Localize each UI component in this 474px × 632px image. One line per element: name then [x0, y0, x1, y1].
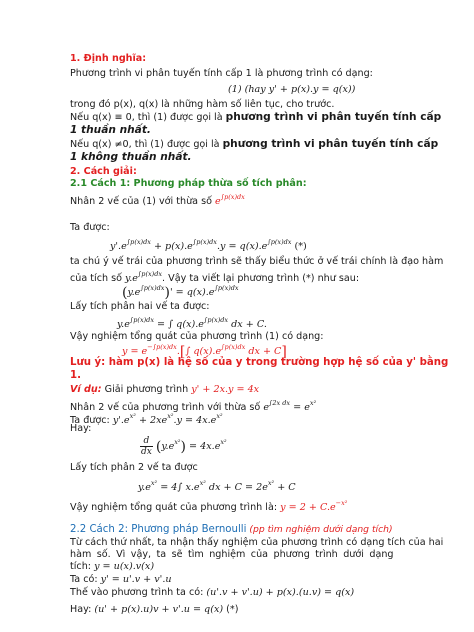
note-line-2: 1. [70, 370, 81, 381]
s22-substituted-equation: (u'.v + v'.u) + p(x).(u.v) = q(x) [206, 587, 355, 598]
s21-equation-1: $y'.e^{\int p(x)dx} + p(x).e^{\int p(x)dx}.y = q(x).e^{\int p(x)dx}$ (*) [110, 238, 307, 252]
s22-paragraph-6 [70, 604, 238, 616]
s21-paragraph-1 [70, 191, 245, 208]
s22-paragraph-5 [70, 587, 354, 599]
s22-title-note: (pp tìm nghiệm dưới dạng tích) [246, 524, 393, 535]
s22-title-text: 2.2 Cách 2: Phương pháp Bernoulli [70, 524, 247, 535]
s22-paragraph-2: hàm số. Vì vậy, ta sẽ tìm nghiệm của phương trình dưới dạng [70, 549, 394, 560]
s21-p4-text-end: . Vậy ta viết lại phương trình (*) như sau: [162, 273, 360, 284]
s21-equation-3: $y.e^{\int p(x)dx}$ = ∫ $q(x).e^{\int p(x)dx}$ dx + C. [117, 316, 267, 330]
example-label: Ví dụ: [70, 384, 102, 395]
section-2-title: 2. Cách giải: [70, 166, 137, 177]
example-line-3 [70, 410, 223, 427]
s1-paragraph-3 [70, 111, 441, 124]
example-equation-5: $y = 2 + C.e^{-x^2}$ [280, 499, 348, 513]
s1-p4-text: Nếu q(x) ≠0, thì (1) được gọi là [70, 139, 223, 150]
example-factor: $e^{\int 2x dx} = e^{x^2}$ [263, 399, 317, 413]
s1-p3-term-end: 1 thuần nhất. [70, 124, 151, 136]
s21-p4-text: của tích số [70, 273, 122, 284]
note-line-1 [70, 357, 448, 369]
example-p2-text: Nhân 2 vế của phương trình với thừa số [70, 402, 261, 413]
s21-p1-text: Nhân 2 vế của (1) với thừa số [70, 196, 212, 207]
example-line-4: Hay: [70, 423, 92, 434]
s1-p4-term: phương trình vi phân tuyến tính cấp [222, 138, 439, 150]
s22-regrouped-equation: (u' + p(x).u)v + v'.u = q(x) [94, 604, 224, 615]
example-p1-text: Giải phương trình [101, 384, 192, 395]
s22-derivative: y' = u'.v + v'.u [100, 574, 172, 585]
section-2-2-title [70, 524, 393, 536]
s22-paragraph-4 [70, 574, 172, 586]
s21-equation-2: $(y.e^{\int p(x)dx})' = q(x).e^{\int p(x)dx}$ [122, 284, 239, 301]
example-equation-4: $y.e^{x^2} = 4\int$ $x.e^{x^2}$ dx + $C = 2e^{x^2} + C$ [138, 479, 296, 493]
s1-p3-term: phương trình vi phân tuyến tính cấp [225, 111, 442, 123]
s21-paragraph-2: Ta được: [70, 222, 110, 233]
example-p6-text: Vậy nghiệm tổng quát của phương trình là: [70, 502, 278, 513]
example-equation-1: y' + 2x.y = 4x [191, 384, 260, 395]
s21-equation-4: $y = e^{-\int p(x)dx}.[\int$ $q(x).e^{\int p(x)dx}$ dx + C] [122, 343, 287, 360]
example-line-6 [70, 497, 347, 514]
s21-paragraph-4 [70, 268, 359, 285]
s21-paragraph-6: Vậy nghiệm tổng quát của phương trình (1) có dạng: [70, 331, 324, 342]
example-p3-text: Ta được: [70, 415, 110, 426]
s22-p6-text: Hay: [70, 604, 92, 615]
example-line-1 [70, 384, 259, 396]
s1-p3-text: Nếu q(x) ≡ 0, thì (1) được gọi là [70, 112, 226, 123]
s1-paragraph-1: Phương trình vi phân tuyến tính cấp 1 là phương trình có dạng: [70, 68, 373, 79]
s22-paragraph-1: Từ cách thứ nhất, ta nhận thấy nghiệm của phương trình có dạng tích của hai [70, 537, 444, 548]
s1-equation: (1) (hay y' + p(x).y = q(x)) [228, 84, 356, 95]
example-line-5: Lấy tích phân 2 vế ta được [70, 462, 198, 473]
s21-paragraph-3: ta chú ý vế trái của phương trình sẽ thấy biểu thức ở vế trái chính là đạo hàm [70, 256, 444, 267]
section-1-title: 1. Định nghĩa: [70, 53, 147, 64]
s1-paragraph-2: trong đó p(x), q(x) là những hàm số liên tục, cho trước. [70, 99, 335, 110]
note-text: Lưu ý: hàm p(x) là hệ số của y trong trường hợp hệ số của y' bằng [70, 357, 449, 368]
example-equation-3: $\frac{d}{dx}$ $(y.e^{x^2}) = 4x.e^{x^2}$ [141, 436, 227, 457]
s22-p3-text: tích: [70, 561, 92, 572]
s22-paragraph-3 [70, 561, 154, 573]
section-2-1-title: 2.1 Cách 1: Phương pháp thừa số tích phân: [70, 178, 307, 189]
s22-p5-text: Thế vào phương trình ta có: [70, 587, 204, 598]
s21-paragraph-5: Lấy tích phân hai vế ta được: [70, 301, 210, 312]
s22-product-form: y = u(x).v(x) [94, 561, 155, 572]
s22-p4-text: Ta có: [70, 574, 98, 585]
s1-paragraph-4 [70, 138, 438, 151]
s21-p4-product: $y.e^{\int p(x)dx}$ [125, 270, 163, 284]
integrating-factor: $e^{\int p(x)dx}$ [215, 193, 245, 207]
s22-star-label: (*) [223, 604, 239, 615]
s1-p4-term-end: 1 không thuần nhất. [70, 151, 192, 163]
example-equation-2: $y'.e^{x^2} + 2xe^{x^2}.y = 4x.e^{x^2}$ [112, 412, 223, 426]
